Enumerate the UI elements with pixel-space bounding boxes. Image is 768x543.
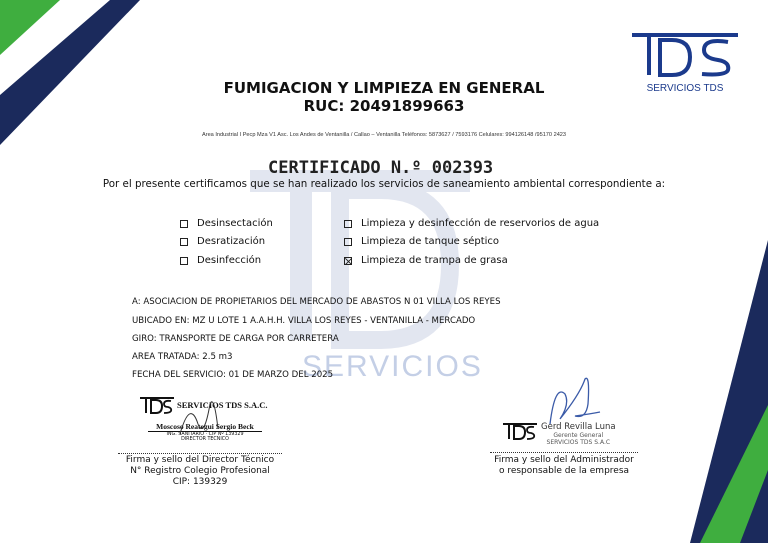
tds-stamp-logo-icon xyxy=(503,422,537,446)
stamp-role: Gerente General xyxy=(553,432,604,439)
left-signature-line1: Firma y sello del Director Técnico xyxy=(125,455,275,465)
company-address: Area Industrial I Pecp Mza V1 Asc. Los Andes de Ventanilla / Callao – Ventanilla Teléfonos: 5873627 / 7593176 Celulares: 994126148 /95170 2423 xyxy=(201,132,567,138)
right-signature-line1: Firma y sello del Administrador xyxy=(494,455,634,465)
detail-date: FECHA DEL SERVICIO: 01 DE MARZO DEL 2025 xyxy=(132,370,334,380)
detail-client: A: ASOCIACION DE PROPIETARIOS DEL MERCADO DE ABASTOS N 01 VILLA LOS REYES xyxy=(132,297,501,307)
checkbox xyxy=(344,220,352,228)
service-item xyxy=(344,236,499,247)
service-item xyxy=(344,218,599,229)
left-signature-line2: N° Registro Colegio Profesional xyxy=(130,466,270,476)
watermark-text: SERVICIOS xyxy=(302,350,483,383)
detail-area: AREA TRATADA: 2.5 m3 xyxy=(132,352,233,362)
left-signature-block xyxy=(118,453,282,488)
stamp-company: SERVICIOS TDS S.A.C xyxy=(546,439,611,446)
tds-stamp-logo-icon xyxy=(140,396,174,414)
detail-business: GIRO: TRANSPORTE DE CARGA POR CARRETERA xyxy=(132,334,339,344)
stamp-name: Gerd Revilla Luna xyxy=(541,422,616,432)
administrator-stamp xyxy=(503,422,638,446)
company-ruc: RUC: 20491899663 xyxy=(303,97,465,115)
stamp-role: ING. SANITARIO · CIP Nº 139329 xyxy=(148,431,262,437)
service-label: Limpieza de trampa de grasa xyxy=(361,255,508,266)
service-label: Desinsectación xyxy=(197,218,273,229)
checkbox xyxy=(180,257,188,265)
right-signature-block xyxy=(490,452,638,477)
detail-location: UBICADO EN: MZ U LOTE 1 A.A.H.H. VILLA LOS REYES - VENTANILLA - MERCADO xyxy=(132,316,476,326)
company-title: FUMIGACION Y LIMPIEZA EN GENERAL xyxy=(223,79,545,97)
checkbox xyxy=(180,220,188,228)
logo-caption: SERVICIOS TDS xyxy=(646,83,724,94)
left-signature-line3: CIP: 139329 xyxy=(172,477,228,487)
service-item xyxy=(344,255,508,266)
stamp-name: Moscoso Reategui Sergio Beck xyxy=(156,422,254,431)
signature-scribble-left xyxy=(170,394,230,444)
top-left-corner-decoration xyxy=(0,0,140,150)
service-label: Desinfección xyxy=(197,255,262,266)
checkbox xyxy=(180,238,188,246)
certificate-intro: Por el presente certificamos que se han realizado los servicios de saneamiento ambiental correspondiente a: xyxy=(102,178,666,190)
bottom-right-corner-decoration xyxy=(640,240,768,543)
service-item xyxy=(180,236,265,247)
checkbox xyxy=(344,238,352,246)
tds-logo-icon xyxy=(632,30,738,78)
stamp-title: DIRECTOR TECNICO xyxy=(181,437,229,442)
service-label: Desratización xyxy=(197,236,266,247)
stamp-company: SERVICIOS TDS S.A.C. xyxy=(177,400,268,410)
checkbox-checked xyxy=(344,257,352,265)
service-label: Limpieza de tanque séptico xyxy=(361,236,500,247)
right-signature-line2: o responsable de la empresa xyxy=(498,466,630,476)
service-item xyxy=(180,255,261,266)
service-item xyxy=(180,218,273,229)
certificate-number: CERTIFICADO N.º 002393 xyxy=(268,158,494,178)
service-label: Limpieza y desinfección de reservorios de agua xyxy=(361,218,600,229)
